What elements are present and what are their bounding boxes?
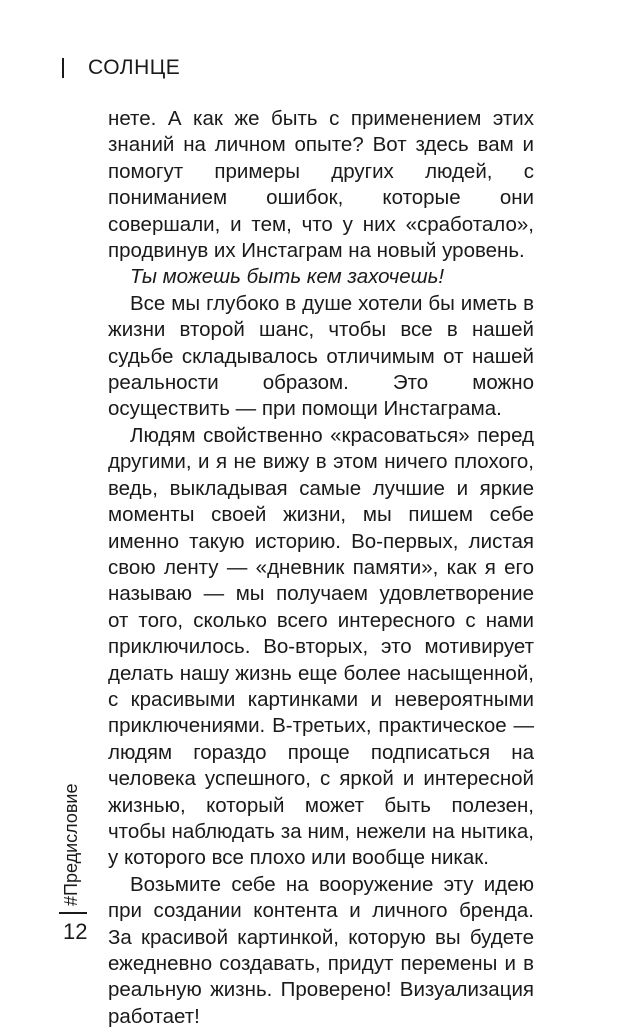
page-body xyxy=(108,106,534,1030)
page-number: 12 xyxy=(63,919,88,944)
header-title: СОЛНЦЕ xyxy=(88,56,181,79)
side-divider xyxy=(59,912,87,914)
paragraph: Все мы глубоко в душе хотели бы иметь в жизни второй шанс, чтобы все в нашей судьбе складывалось отличимым от нашей реальности образом. Это можно осуществить — при помощи Инстаграма. xyxy=(108,291,534,421)
header-divider xyxy=(62,58,64,78)
running-header xyxy=(62,56,180,80)
paragraph: нете. А как же быть с применением этих знаний на личном опыте? Вот здесь вам и помогут примеры других людей, с пониманием ошибок, которые они совершали, и тем, что у них «сработало», продвинув их Инстаграм на новый уровень. xyxy=(108,107,534,263)
section-label: #Предисловие xyxy=(61,783,81,906)
italic-statement: Ты можешь быть кем захочешь! xyxy=(130,265,445,289)
paragraph: Людям свойственно «красоваться» перед другими, и я не вижу в этом ничего плохого, ведь, выкладывая самые лучшие и яркие моменты своей жизни, мы пишем себе именно такую историю. Во-первых, листая свою ленту — «дневник памяти», как я его называю — мы получаем удовлетворение от того, сколько всего интересного с нами приключилось. Во-вторых, это мотивирует делать нашу жизнь еще более насыщенной, с красивыми картинками и невероятными приключениями. В-третьих, практическое — людям гораздо проще подписаться на человека успешного, с яркой и интересной жизнью, который может быть полезен, чтобы наблюдать за ним, нежели на нытика, у которого все плохо или вообще никак. xyxy=(108,423,534,870)
paragraph: Возьмите себе на вооружение эту идею при создании контента и личного бренда. За красивой картинкой, которую вы будете ежедневно создавать, придут перемены и в реальную жизнь. Проверено! Визуализация работает! xyxy=(108,872,534,1028)
